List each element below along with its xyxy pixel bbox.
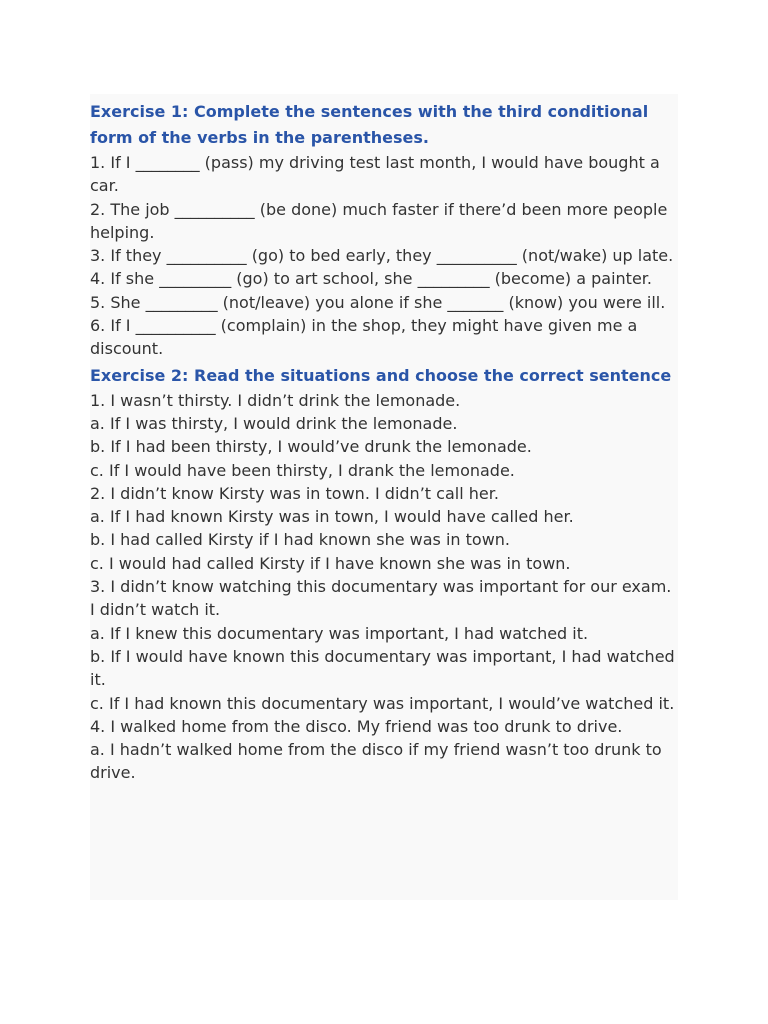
exercise-2-question: 1. I wasn’t thirsty. I didn’t drink the lemonade. (90, 390, 461, 410)
worksheet-content (90, 94, 678, 900)
exercise-1-item: 3. If they __________ (go) to bed early, they __________ (not/wake) up late. (90, 246, 674, 266)
exercise-1-item: 2. The job __________ (be done) much faster if there’d been more people helping. (90, 199, 673, 242)
exercise-2-option: c. If I had known this documentary was important, I would’ve watched it. (90, 693, 675, 713)
exercise-2-option: b. If I had been thirsty, I would’ve drunk the lemonade. (90, 437, 532, 457)
exercise-2-question: 4. I walked home from the disco. My friend was too drunk to drive. (90, 716, 623, 736)
exercise-2-option: a. I hadn’t walked home from the disco if my friend wasn’t too drunk to drive. (90, 740, 667, 783)
exercise-2-question: 3. I didn’t know watching this documentary was important for our exam. I didn’t watch it. (90, 577, 677, 620)
exercise-2-option: a. If I had known Kirsty was in town, I would have called her. (90, 507, 574, 527)
exercise-2-option: a. If I was thirsty, I would drink the lemonade. (90, 413, 458, 433)
exercise-1-item: 4. If she _________ (go) to art school, she _________ (become) a painter. (90, 269, 652, 289)
exercise-1-heading: Exercise 1: Complete the sentences with the third conditional form of the verbs in the parentheses. (90, 102, 649, 147)
exercise-2-question: 2. I didn’t know Kirsty was in town. I didn’t call her. (90, 483, 499, 503)
exercise-1-item: 5. She _________ (not/leave) you alone if she _______ (know) you were ill. (90, 292, 666, 312)
exercise-1-item: 1. If I ________ (pass) my driving test last month, I would have bought a car. (90, 153, 665, 196)
exercise-2-option: c. If I would have been thirsty, I drank the lemonade. (90, 460, 515, 480)
exercise-2-option: b. I had called Kirsty if I had known she was in town. (90, 530, 511, 550)
exercise-2-option: c. I would had called Kirsty if I have known she was in town. (90, 553, 571, 573)
exercise-2-heading: Exercise 2: Read the situations and choose the correct sentence (90, 365, 672, 385)
exercise-2-option: b. If I would have known this documentary was important, I had watched it. (90, 646, 680, 690)
exercise-1-item: 6. If I __________ (complain) in the shop, they might have given me a discount. (90, 316, 643, 359)
exercise-2-option: a. If I knew this documentary was important, I had watched it. (90, 623, 589, 643)
